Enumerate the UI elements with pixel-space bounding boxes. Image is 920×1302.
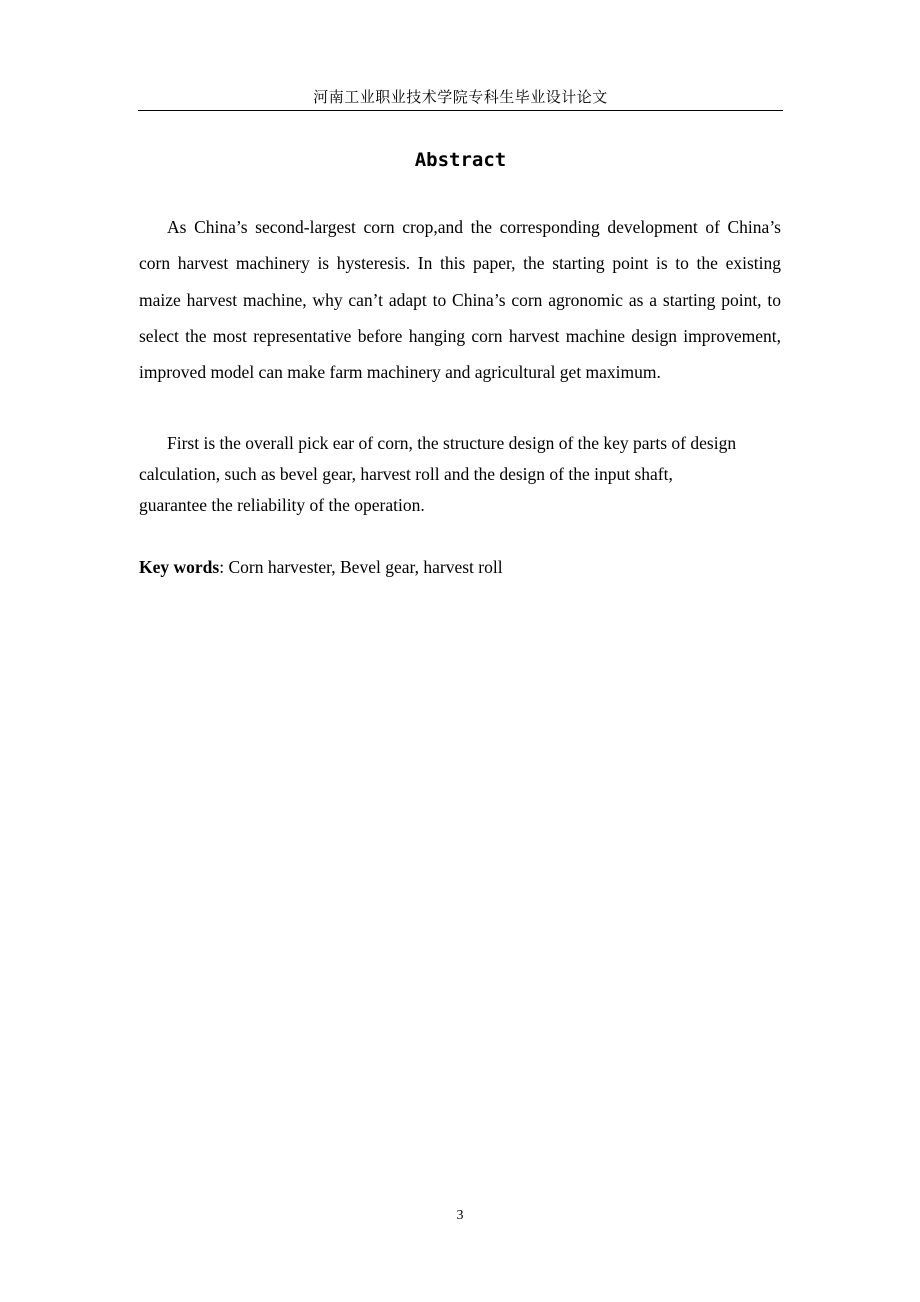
header-rule: [138, 110, 783, 111]
abstract-paragraph-2: [139, 428, 781, 521]
keywords-label: Key words: [139, 557, 220, 577]
paragraph-line: guarantee the reliability of the operation.: [139, 495, 425, 515]
page-number: 3: [456, 1208, 464, 1223]
running-header: 河南工业职业技术学院专科生毕业设计论文: [313, 90, 608, 106]
keywords-line: [139, 553, 781, 581]
paragraph-line: First is the overall pick ear of corn, the structure design of the key parts of design: [167, 433, 737, 453]
abstract-paragraph-1: As China’s second-largest corn crop,and the corresponding development of China’s corn harvest machinery is hysteresis. In this paper, the starting point is to the existing maize harvest machine, why can’t adapt to China’s corn agronomic as a starting point, to select the most representative before hanging corn harvest machine design improvement, improved model can make farm machinery and agricultural get maximum.: [139, 217, 781, 383]
keywords-value: Corn harvester, Bevel gear, harvest roll: [228, 557, 503, 577]
keywords-separator: :: [219, 557, 229, 577]
paragraph-line: calculation, such as bevel gear, harvest roll and the design of the input shaft,: [139, 464, 673, 484]
abstract-title: Abstract: [414, 149, 507, 171]
